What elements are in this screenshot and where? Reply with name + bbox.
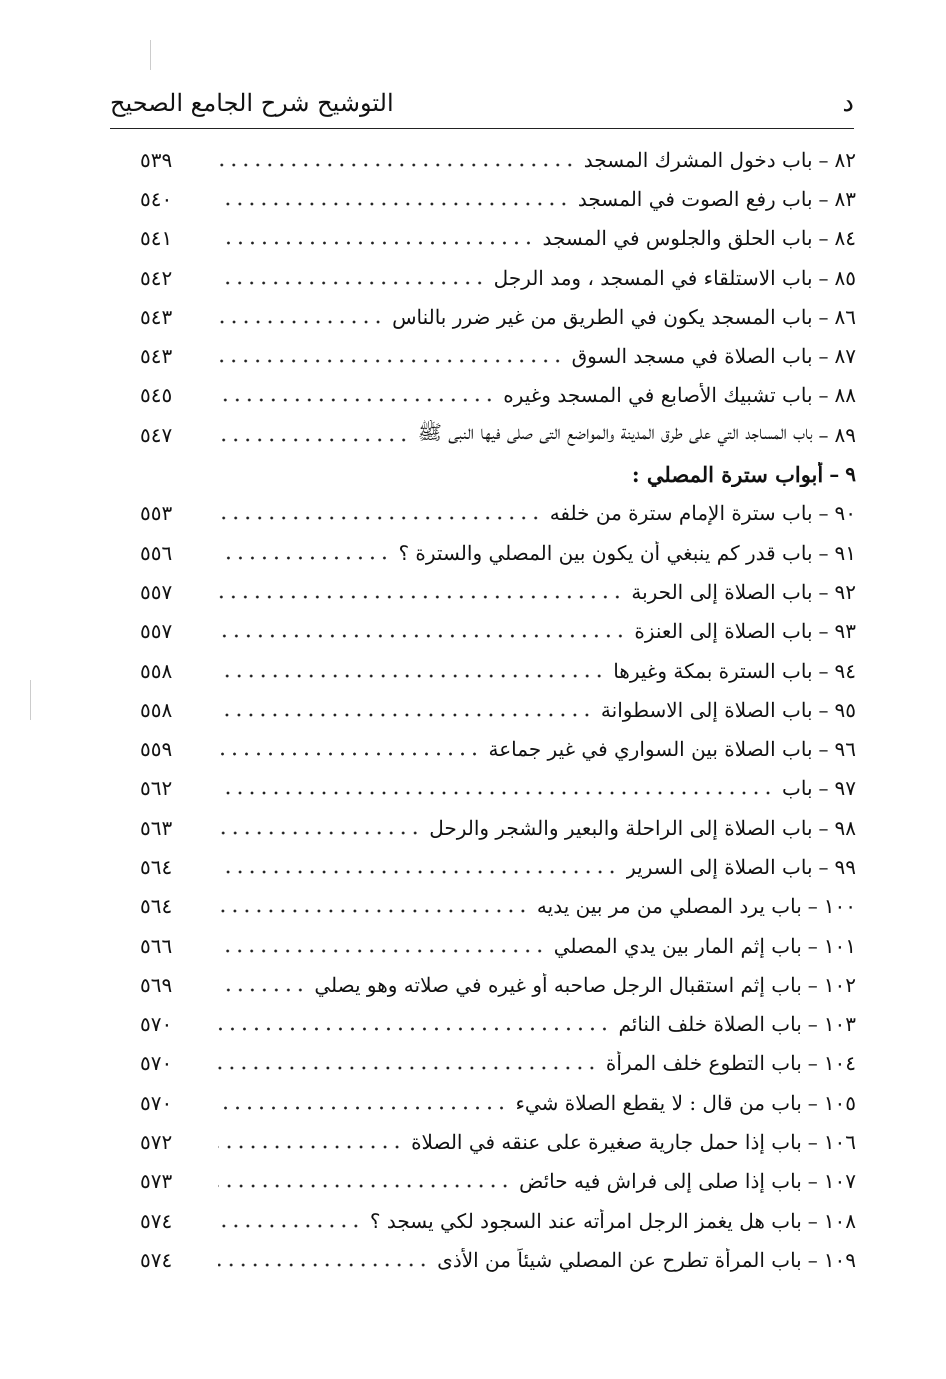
entry-page-number: ٥٦٦ [140,933,173,958]
entry-dash: – [818,186,829,211]
entry-title: باب تشبيك الأصابع في المسجد وغيره [503,383,813,408]
entry-number: ٩٠ [834,501,856,526]
entry-dash: – [818,697,829,722]
toc-entry [140,140,856,179]
entry-page-number: ٥٤٣ [140,304,173,329]
entry-dash: – [807,1247,818,1272]
table-of-contents [140,140,856,1280]
entry-number: ٩٢ [834,579,856,604]
entry-title: باب من قال : لا يقطع الصلاة شيء [515,1090,802,1115]
entry-dash: – [807,1130,818,1155]
entry-page-number: ٥٧٢ [140,1130,173,1155]
dot-leader [218,1064,598,1072]
dot-leader [218,829,421,837]
entry-number: ٨٢ [834,147,856,172]
entry-title: باب هل يغمز الرجل امرأته عند السجود لكي يسجد ؟ [369,1208,802,1233]
entry-page-number: ٥٥٨ [140,697,173,722]
entry-title: باب الاستلقاء في المسجد ، ومد الرجل [493,265,813,290]
entry-dash: – [807,1051,818,1076]
toc-section-heading [140,454,856,493]
scan-artifact [30,680,31,720]
entry-number: ٩٤ [834,658,856,683]
entry-page-number: ٥٦٣ [140,815,173,840]
dot-leader [218,1143,403,1151]
dot-leader [218,554,390,562]
entry-dash: – [818,344,829,369]
entry-page-number: ٥٥٨ [140,658,173,683]
entry-page-number: ٥٦٤ [140,894,173,919]
dot-leader [218,357,564,365]
entry-number: ١٠٩ [823,1247,856,1272]
entry-page-number: ٥٥٧ [140,619,173,644]
entry-number: ٩٨ [834,815,856,840]
entry-page-number: ٥٥٣ [140,501,173,526]
toc-entry [140,887,856,926]
entry-title: باب السترة بمكة وغيرها [613,658,813,683]
entry-number: ٩٥ [834,697,856,722]
entry-title: باب رفع الصوت في المسجد [577,186,813,211]
toc-entry [140,179,856,218]
entry-page-number: ٥٥٩ [140,737,173,762]
toc-entry [140,533,856,572]
entry-number: ٨٩ [834,422,856,447]
entry-dash: – [818,737,829,762]
dot-leader [218,200,570,208]
entry-dash: – [818,658,829,683]
entry-number: ٨٦ [834,304,856,329]
scan-artifact [150,40,151,70]
dot-leader [218,868,618,876]
toc-entry [140,690,856,729]
entry-dash: – [807,894,818,919]
entry-dash: – [818,265,829,290]
entry-title: باب إذا حمل جارية صغيرة على عنقه في الصلاة [411,1130,802,1155]
entry-page-number: ٥٦٢ [140,776,173,801]
toc-entry [140,769,856,808]
entry-title: أبواب سترة المصلي : [631,461,824,487]
entry-number: ٩٦ [834,737,856,762]
toc-entry [140,1162,856,1201]
dot-leader [218,789,774,797]
entry-title: باب الصلاة إلى الراحلة والبعير والشجر والرحل [429,815,813,840]
entry-dash: – [818,383,829,408]
entry-page-number: ٥٧٠ [140,1090,173,1115]
entry-number: ٨٣ [834,186,856,211]
toc-entry [140,297,856,336]
entry-number: ٩ [845,462,856,487]
dot-leader [218,396,495,404]
toc-entry [140,965,856,1004]
entry-page-number: ٥٤٠ [140,186,173,211]
entry-page-number: ٥٥٧ [140,579,173,604]
dot-leader [218,318,384,326]
entry-title: باب الصلاة إلى الاسطوانة [600,697,813,722]
entry-number: ٩٩ [834,854,856,879]
dot-leader [218,986,306,994]
dot-leader [218,514,542,522]
entry-number: ٨٥ [834,265,856,290]
entry-title: باب إذا صلى إلى فراش فيه حائض [519,1169,802,1194]
entry-title: باب الصلاة خلف النائم [618,1012,802,1037]
entry-dash: – [807,1090,818,1115]
toc-entry [140,336,856,375]
entry-number: ١٠٥ [823,1090,856,1115]
dot-leader [218,1104,508,1112]
entry-number: ١٠٦ [823,1130,856,1155]
entry-dash: – [807,972,818,997]
dot-leader [218,672,605,680]
entry-number: ٨٧ [834,344,856,369]
entry-title: باب المسجد يكون في الطريق من غير ضرر بالناس [392,304,813,329]
entry-number: ١٠٤ [823,1051,856,1076]
entry-number: ٨٨ [834,383,856,408]
dot-leader [218,632,626,640]
toc-entry [140,1083,856,1122]
entry-title: باب يرد المصلي من مر بين يديه [536,894,802,919]
dot-leader [218,239,534,247]
entry-page-number: ٥٧٣ [140,1169,173,1194]
entry-page-number: ٥٧٠ [140,1051,173,1076]
entry-title: باب الصلاة في مسجد السوق [571,344,813,369]
entry-dash: – [807,1208,818,1233]
entry-number: ١٠٢ [823,972,856,997]
entry-number: ١٠٨ [823,1208,856,1233]
entry-title: باب المرأة تطرح عن المصلي شيئاً من الأذى [437,1247,802,1272]
entry-number: ٩٧ [834,776,856,801]
dot-leader [218,593,623,601]
dot-leader [218,947,546,955]
entry-title: باب دخول المشرك المسجد [583,147,813,172]
book-title: التوشيح شرح الجامع الصحيح [110,89,394,117]
entry-dash: – [818,815,829,840]
dot-leader [218,907,529,915]
entry-title: باب الصلاة بين السواري في غير جماعة [488,737,813,762]
entry-page-number: ٥٧٠ [140,1012,173,1037]
toc-entry [140,926,856,965]
entry-page-number: ٥٤١ [140,226,173,251]
entry-dash: – [818,304,829,329]
entry-title: باب المساجد التي على طرق المدينة والمواضع التى صلى فيها النبى ﷺ [417,420,813,445]
toc-entry [140,258,856,297]
entry-title: باب إثم المار بين يدي المصلي [553,933,802,958]
dot-leader [218,1182,511,1190]
toc-entry [140,1005,856,1044]
toc-entry [140,651,856,690]
entry-title: باب الحلق والجلوس في المسجد [542,226,813,251]
dot-leader [218,279,486,287]
entry-title: باب الصلاة إلى الحربة [631,579,813,604]
dot-leader [218,1261,429,1269]
running-header [110,84,854,126]
entry-number: ١٠١ [823,933,856,958]
toc-entry [140,1122,856,1161]
toc-entry [140,494,856,533]
toc-entry [140,612,856,651]
entry-dash: – [818,540,829,565]
dot-leader [218,436,410,444]
entry-dash: – [818,501,829,526]
entry-title: باب إثم استقبال الرجل صاحبه أو غيره في صلاته وهو يصلي [314,972,802,997]
entry-number: ١٠٣ [823,1012,856,1037]
dot-leader [218,1025,610,1033]
toc-entry [140,808,856,847]
header-rule [110,128,854,129]
entry-page-number: ٥٤٧ [140,422,173,447]
dot-leader [218,711,593,719]
toc-entry [140,729,856,768]
entry-page-number: ٥٥٦ [140,540,173,565]
entry-title: باب الصلاة إلى السرير [626,854,813,879]
entry-number: ٩٣ [834,619,856,644]
toc-entry [140,847,856,886]
entry-dash: – [829,462,840,487]
dot-leader [218,1222,362,1230]
entry-dash: – [807,1169,818,1194]
entry-page-number: ٥٦٤ [140,854,173,879]
entry-title: باب التطوع خلف المرأة [605,1051,802,1076]
entry-page-number: ٥٤٣ [140,344,173,369]
entry-dash: – [818,619,829,644]
entry-page-number: ٥٧٤ [140,1247,173,1272]
toc-entry [140,1044,856,1083]
toc-entry [140,572,856,611]
toc-entry [140,415,856,454]
entry-dash: – [818,579,829,604]
entry-dash: – [818,422,829,447]
page-letter: د [842,88,854,118]
toc-entry [140,1240,856,1279]
entry-page-number: ٥٤٥ [140,383,173,408]
entry-page-number: ٥٣٩ [140,147,173,172]
entry-dash: – [807,1012,818,1037]
toc-entry [140,219,856,258]
toc-entry [140,376,856,415]
toc-entry [140,1201,856,1240]
dot-leader [218,161,576,169]
entry-dash: – [818,854,829,879]
entry-dash: – [818,226,829,251]
entry-title: باب [782,776,813,801]
entry-page-number: ٥٤٢ [140,265,173,290]
entry-number: ١٠٧ [823,1169,856,1194]
entry-title: باب الصلاة إلى العنزة [634,619,813,644]
entry-page-number: ٥٦٩ [140,972,173,997]
entry-dash: – [818,776,829,801]
dot-leader [218,750,481,758]
entry-title: باب سترة الإمام سترة من خلفه [549,501,813,526]
entry-number: ١٠٠ [823,894,856,919]
entry-dash: – [818,147,829,172]
entry-dash: – [807,933,818,958]
entry-title: باب قدر كم ينبغي أن يكون بين المصلي والسترة ؟ [398,540,813,565]
entry-number: ٩١ [834,540,856,565]
entry-number: ٨٤ [834,226,856,251]
entry-page-number: ٥٧٤ [140,1208,173,1233]
